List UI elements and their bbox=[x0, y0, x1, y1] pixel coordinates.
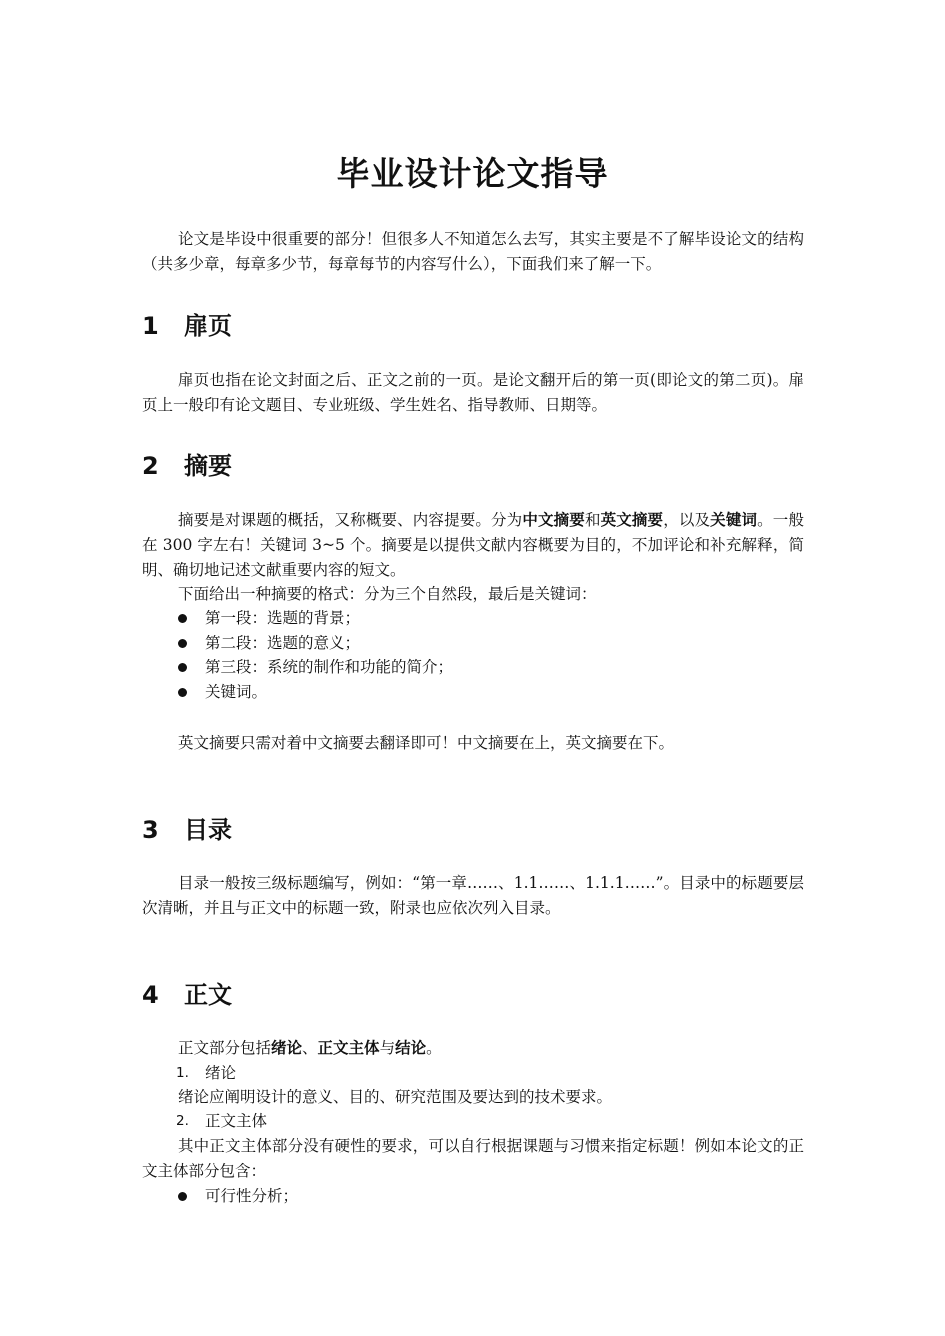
section-heading-4 bbox=[142, 975, 232, 1010]
bullet-icon bbox=[178, 1192, 187, 1201]
list-item: 第二段：选题的意义； bbox=[205, 634, 361, 652]
section-title: 目录 bbox=[184, 816, 232, 844]
document-title: 毕业设计论文指导 bbox=[336, 154, 609, 193]
section-2-paragraph-1 bbox=[142, 508, 804, 583]
section-heading-3 bbox=[142, 810, 232, 845]
section-heading-1 bbox=[142, 306, 232, 341]
bold-term: 结论 bbox=[395, 1039, 427, 1057]
bold-term: 正文主体 bbox=[317, 1039, 380, 1057]
bold-term: 绪论 bbox=[271, 1039, 303, 1057]
text-run: 正文部分包括 bbox=[178, 1039, 272, 1057]
section-2-paragraph-2: 下面给出一种摘要的格式：分为三个自然段，最后是关键词： bbox=[178, 585, 597, 603]
section-1-paragraph: 扉页也指在论文封面之后、正文之前的一页。是论文翻开后的第一页(即论文的第二页)。扉页上一般印有论文题目、专业班级、学生姓名、指导教师、日期等。 bbox=[142, 371, 804, 414]
text-run: 、 bbox=[302, 1039, 318, 1057]
text-run: 与 bbox=[379, 1039, 396, 1057]
section-4-item-1-description: 绪论应阐明设计的意义、目的、研究范围及要达到的技术要求。 bbox=[178, 1088, 613, 1106]
bullet-icon bbox=[178, 639, 187, 648]
section-title: 摘要 bbox=[184, 452, 232, 480]
section-4-item-2-description: 其中正文主体部分没有硬性的要求，可以自行根据课题与习惯来指定标题！例如本论文的正文主体部分包含： bbox=[142, 1137, 804, 1180]
bold-term: 英文摘要 bbox=[600, 511, 664, 529]
text-run: 。 bbox=[426, 1039, 442, 1057]
bullet-icon bbox=[178, 688, 187, 697]
list-item: 第一段：选题的背景； bbox=[205, 609, 361, 627]
section-4-paragraph-1 bbox=[142, 1036, 804, 1061]
section-number: 1 bbox=[142, 312, 159, 340]
section-number: 2 bbox=[142, 452, 159, 480]
bullet-icon bbox=[178, 663, 187, 672]
section-3-paragraph: 目录一般按三级标题编写，例如：“第一章……、1.1……、1.1.1……”。目录中的标题要层次清晰，并且与正文中的标题一致，附录也应依次列入目录。 bbox=[142, 874, 804, 917]
bold-term: 中文摘要 bbox=[522, 511, 585, 529]
numbered-item: 正文主体 bbox=[205, 1112, 268, 1130]
numbered-item: 绪论 bbox=[205, 1064, 237, 1082]
list-item: 关键词。 bbox=[205, 683, 268, 701]
section-2-paragraph-3: 英文摘要只需对着中文摘要去翻译即可！中文摘要在上，英文摘要在下。 bbox=[178, 734, 675, 752]
numbered-item-label: 2. bbox=[176, 1113, 189, 1129]
section-title: 扉页 bbox=[184, 312, 232, 340]
section-number: 3 bbox=[142, 816, 159, 844]
text-run: ，以及 bbox=[663, 511, 711, 529]
section-number: 4 bbox=[142, 981, 159, 1009]
text-run: 和 bbox=[584, 511, 601, 529]
section-title: 正文 bbox=[184, 981, 232, 1009]
bold-term: 关键词 bbox=[710, 511, 758, 529]
list-item: 可行性分析； bbox=[205, 1187, 299, 1205]
list-item: 第三段：系统的制作和功能的简介； bbox=[205, 658, 454, 676]
section-heading-2 bbox=[142, 446, 232, 481]
bullet-icon bbox=[178, 614, 187, 623]
numbered-item-label: 1. bbox=[176, 1065, 189, 1081]
intro-paragraph: 论文是毕设中很重要的部分！但很多人不知道怎么去写，其实主要是不了解毕设论文的结构（共多少章，每章多少节，每章每节的内容写什么），下面我们来了解一下。 bbox=[142, 230, 804, 273]
text-run: 摘要是对课题的概括，又称概要、内容提要。分为 bbox=[178, 511, 523, 529]
text-run: 。一般在 300 字左右！关键词 3~5 个。摘要是以提供文献内容概要为目的，不加评论和补充解释，简明、确切地记述文献重要内容的短文。 bbox=[142, 511, 804, 579]
